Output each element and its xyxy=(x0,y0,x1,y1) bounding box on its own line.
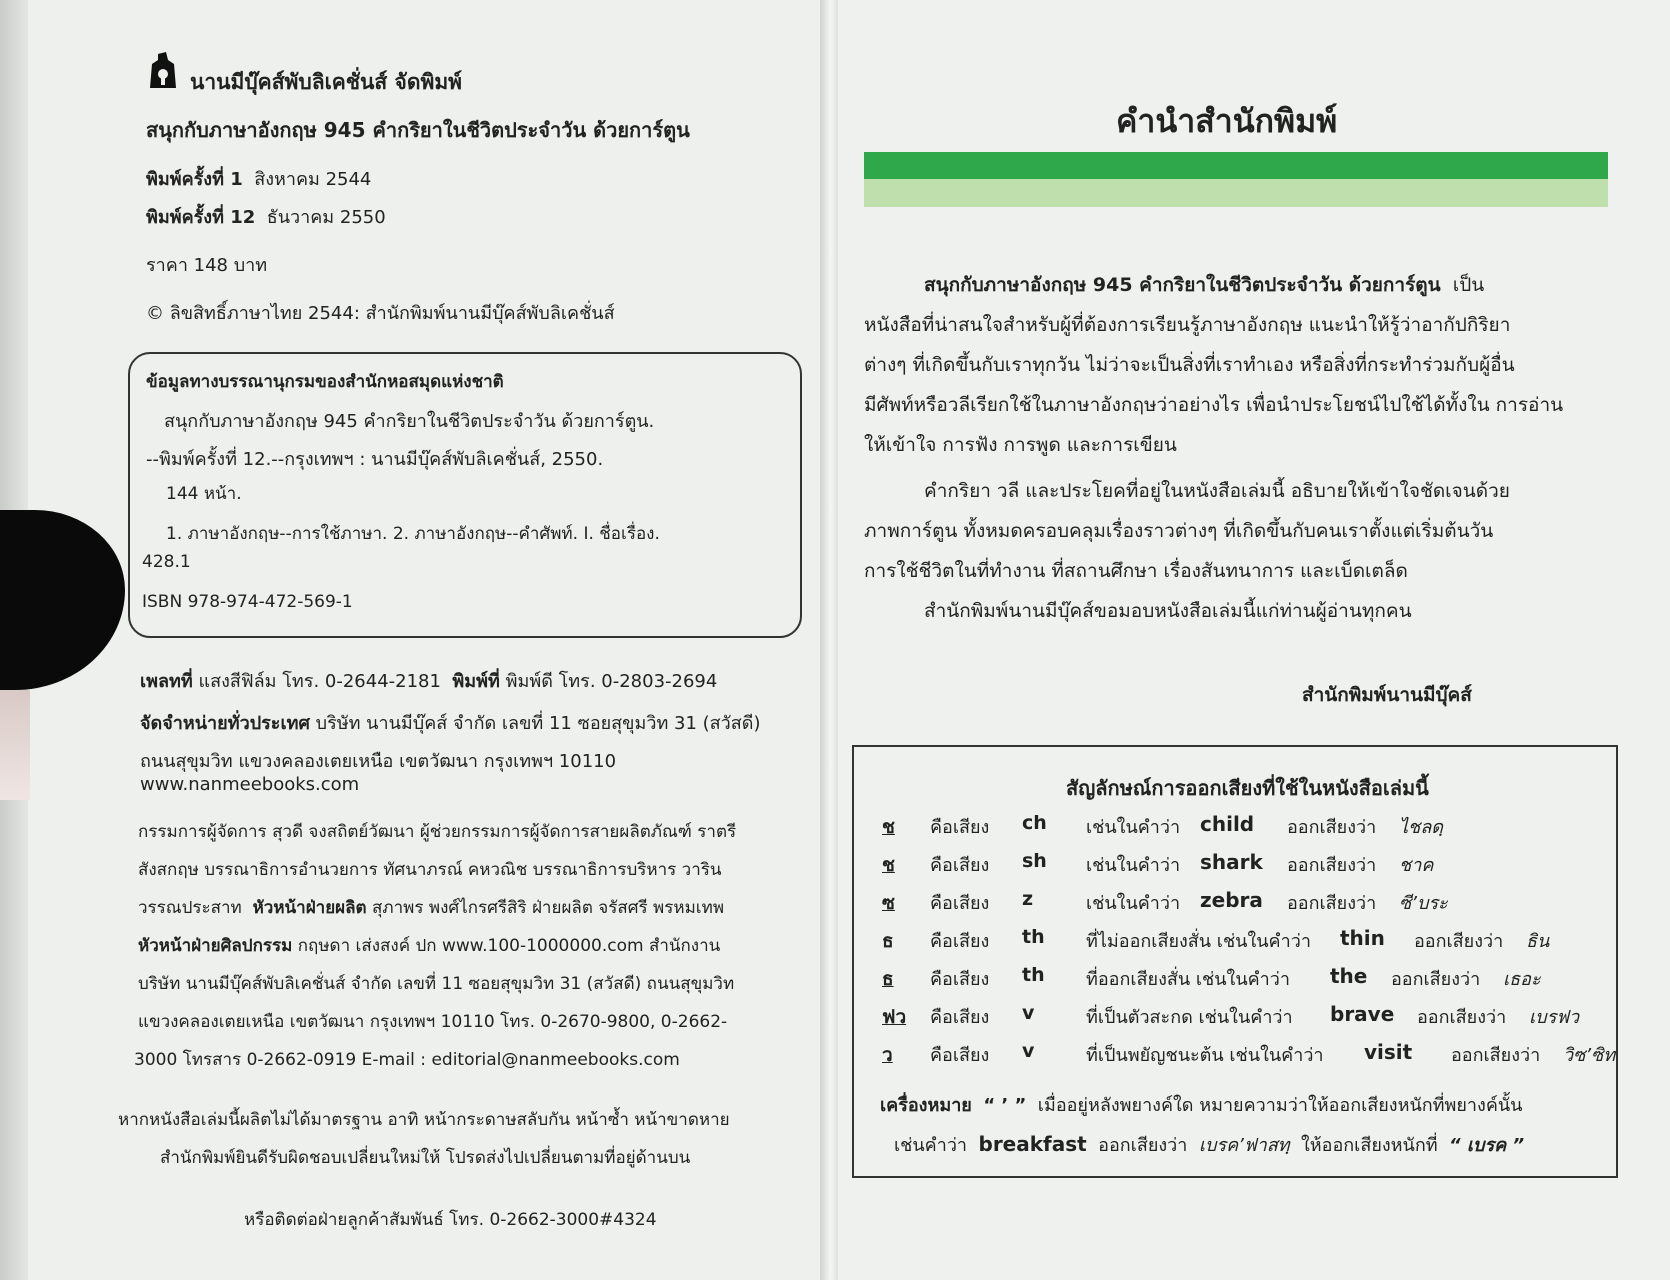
pron-means: คือเสียง xyxy=(930,1045,990,1066)
cip-line1: สนุกกับภาษาอังกฤษ 945 คำกริยาในชีวิตประจำวัน ด้วยการ์ตูน. xyxy=(164,411,655,432)
pron-means: คือเสียง xyxy=(930,1007,990,1028)
pron-word: zebra xyxy=(1200,888,1263,912)
staff-line3b: หัวหน้าฝ่ายผลิต xyxy=(252,898,367,918)
pron-title: สัญลักษณ์การออกเสียงที่ใช้ในหนังสือเล่มนี้ xyxy=(1066,776,1429,800)
pron-symbol: ช xyxy=(882,816,895,838)
para1-line4: มีศัพท์หรือวลีเรียกใช้ในภาษาอังกฤษว่าอย่างไร เพื่อนำประโยชน์ไปใช้ได้ทั้งใน การอ่าน xyxy=(864,394,1564,416)
pron-say: ออกเสียงว่า xyxy=(1451,1045,1541,1066)
pron-symbol: ว xyxy=(882,1044,893,1066)
pron-context: ที่เป็นตัวสะกด เช่นในคำว่า xyxy=(1086,1007,1293,1028)
pron-word: thin xyxy=(1340,926,1385,950)
pron-context: ที่เป็นพยัญชนะต้น เช่นในคำว่า xyxy=(1086,1045,1324,1066)
print-label: พิมพ์ที่ xyxy=(452,671,500,692)
book-gutter xyxy=(820,0,838,1280)
mark-symbol: “ ’ ” xyxy=(983,1095,1027,1116)
pron-means: คือเสียง xyxy=(930,893,990,914)
para3: สำนักพิมพ์นานมีบุ๊คส์ขอมอบหนังสือเล่มนี้แก่ท่านผู้อ่านทุกคน xyxy=(924,600,1412,622)
ex-say: ออกเสียงว่า xyxy=(1098,1135,1188,1156)
print1-date: สิงหาคม 2544 xyxy=(254,169,372,190)
preface-signature: สำนักพิมพ์นานมีบุ๊คส์ xyxy=(1302,684,1472,706)
heading-bar-light xyxy=(864,179,1608,207)
pron-sound: sh xyxy=(1022,850,1047,872)
staff-line1: กรรมการผู้จัดการ สุวดี จงสถิตย์วัฒนา ผู้ช่วยกรรมการผู้จัดการสายผลิตภัณฑ์ ราตรี xyxy=(138,822,737,842)
dist-address: ถนนสุขุมวิท แขวงคลองเตยเหนือ เขตวัฒนา กรุงเทพฯ 10110 xyxy=(140,751,617,772)
pron-sound: th xyxy=(1022,964,1045,986)
ex-prefix: เช่นคำว่า xyxy=(894,1135,968,1156)
plate-value: แสงสีฟิล์ม โทร. 0-2644-2181 xyxy=(198,671,441,692)
print1-label: พิมพ์ครั้งที่ 1 xyxy=(146,169,243,190)
staff-line3c: สุภาพร พงศ์ไกรศรีสิริ ฝ่ายผลิต จรัสศรี พรหมเทพ xyxy=(372,898,725,918)
pron-context: เช่นในคำว่า xyxy=(1086,893,1181,914)
dist-label: จัดจำหน่ายทั่วประเทศ xyxy=(140,713,310,734)
pron-context: ที่ไม่ออกเสียงสั่น เช่นในคำว่า xyxy=(1086,931,1311,952)
pron-thai: ไชลดฺ xyxy=(1399,817,1443,838)
para1-rest: เป็น xyxy=(1452,274,1485,296)
print12-date: ธันวาคม 2550 xyxy=(266,207,386,228)
preface-heading: คำนำสำนักพิมพ์ xyxy=(1116,102,1338,140)
copyright: © ลิขสิทธิ์ภาษาไทย 2544: สำนักพิมพ์นานมีบุ๊คส์พับลิเคชั่นส์ xyxy=(146,303,615,324)
mark-label: เครื่องหมาย xyxy=(880,1095,972,1116)
pron-thai: เบรฟว xyxy=(1529,1007,1580,1028)
pron-symbol: ซ xyxy=(882,892,895,914)
cip-line2: --พิมพ์ครั้งที่ 12.--กรุงเทพฯ : นานมีบุ๊คส์พับลิเคชั่นส์, 2550. xyxy=(146,449,604,470)
heading-bar-dark xyxy=(864,152,1608,179)
staff-line3a: วรรณประสาท xyxy=(138,898,242,918)
pron-sound: v xyxy=(1022,1040,1035,1062)
pron-thai: ซี’บระ xyxy=(1399,893,1448,914)
pron-means: คือเสียง xyxy=(930,855,990,876)
staff-line2: สังสกฤษ บรรณาธิการอำนวยการ ทัศนาภรณ์ คหวณิช บรรณาธิการบริหาร วาริน xyxy=(138,860,722,880)
pron-say: ออกเสียงว่า xyxy=(1417,1007,1507,1028)
dist-value: บริษัท นานมีบุ๊คส์ จำกัด เลขที่ 11 ซอยสุขุมวิท 31 (สวัสดี) xyxy=(315,713,761,734)
notice-line2: สำนักพิมพ์ยินดีรับผิดชอบเปลี่ยนใหม่ให้ โปรดส่งไปเปลี่ยนตามที่อยู่ด้านบน xyxy=(160,1148,691,1168)
publisher-line: นานมีบุ๊คส์พับลิเคชั่นส์ จัดพิมพ์ xyxy=(190,70,463,94)
para2-line1: คำกริยา วลี และประโยคที่อยู่ในหนังสือเล่มนี้ อธิบายให้เข้าใจชัดเจนด้วย xyxy=(924,480,1510,502)
pron-symbol: ช xyxy=(882,854,895,876)
pron-symbol: ฟว xyxy=(882,1006,907,1028)
pron-thai: เธอะ xyxy=(1503,969,1541,990)
print-value: พิมพ์ดี โทร. 0-2803-2694 xyxy=(505,671,718,692)
website-link: www.nanmeebooks.com xyxy=(140,774,360,795)
publisher-logo-icon xyxy=(148,50,178,92)
pron-symbol: ธ xyxy=(882,930,894,952)
pron-word: shark xyxy=(1200,850,1263,874)
pron-say: ออกเสียงว่า xyxy=(1287,817,1377,838)
pron-context: เช่นในคำว่า xyxy=(1086,817,1181,838)
pron-sound: ch xyxy=(1022,812,1047,834)
pron-means: คือเสียง xyxy=(930,969,990,990)
pron-say: ออกเสียงว่า xyxy=(1287,893,1377,914)
pron-means: คือเสียง xyxy=(930,817,990,838)
ex-stress: “ เบรค ” xyxy=(1449,1135,1525,1156)
pron-sound: th xyxy=(1022,926,1045,948)
pron-symbol: ธ xyxy=(882,968,894,990)
notice-line1: หากหนังสือเล่มนี้ผลิตไม่ได้มาตรฐาน อาทิ หน้ากระดาษสลับกัน หน้าซ้ำ หน้าขาดหาย xyxy=(118,1110,730,1130)
ex-tail: ให้ออกเสียงหนักที่ xyxy=(1301,1135,1438,1156)
pron-context: เช่นในคำว่า xyxy=(1086,855,1181,876)
pron-thai: ธิน xyxy=(1526,931,1550,952)
pron-sound: v xyxy=(1022,1002,1035,1024)
plate-label: เพลทที่ xyxy=(140,671,193,692)
pron-sound: z xyxy=(1022,888,1034,910)
para1-title: สนุกกับภาษาอังกฤษ 945 คำกริยาในชีวิตประจำวัน ด้วยการ์ตูน xyxy=(924,274,1441,296)
para1-line5: ให้เข้าใจ การฟัง การพูด และการเขียน xyxy=(864,434,1177,456)
notice-line3: หรือติดต่อฝ่ายลูกค้าสัมพันธ์ โทร. 0-2662-3000#4324 xyxy=(244,1210,657,1230)
pron-word: the xyxy=(1330,964,1368,988)
pron-thai: วิซ’ซิท xyxy=(1563,1045,1616,1066)
staff-line4a: หัวหน้าฝ่ายศิลปกรรม xyxy=(138,936,293,956)
book-title: สนุกกับภาษาอังกฤษ 945 คำกริยาในชีวิตประจำวัน ด้วยการ์ตูน xyxy=(146,118,690,142)
cip-line5: 428.1 xyxy=(142,552,191,572)
pron-context: ที่ออกเสียงสั่น เช่นในคำว่า xyxy=(1086,969,1291,990)
cip-line3: 144 หน้า. xyxy=(166,484,242,504)
pron-say: ออกเสียงว่า xyxy=(1391,969,1481,990)
staff-line5: บริษัท นานมีบุ๊คส์พับลิเคชั่นส์ จำกัด เลขที่ 11 ซอยสุขุมวิท 31 (สวัสดี) ถนนสุขุมวิท xyxy=(138,974,735,994)
pron-word: child xyxy=(1200,812,1255,836)
para1-line2: หนังสือที่น่าสนใจสำหรับผู้ที่ต้องการเรียนรู้ภาษาอังกฤษ แนะนำให้รู้ว่าอากัปกิริยา xyxy=(864,314,1511,336)
cip-line4: 1. ภาษาอังกฤษ--การใช้ภาษา. 2. ภาษาอังกฤษ--คำศัพท์. I. ชื่อเรื่อง. xyxy=(166,524,660,544)
pron-thai: ชาค xyxy=(1399,855,1434,876)
pron-word: brave xyxy=(1330,1002,1395,1026)
price: ราคา 148 บาท xyxy=(146,255,268,276)
pron-means: คือเสียง xyxy=(930,931,990,952)
staff-line6: แขวงคลองเตยเหนือ เขตวัฒนา กรุงเทพฯ 10110 โทร. 0-2670-9800, 0-2662- xyxy=(138,1012,728,1032)
cip-heading: ข้อมูลทางบรรณานุกรมของสำนักหอสมุดแห่งชาติ xyxy=(146,372,504,392)
mark-desc: เมื่ออยู่หลังพยางค์ใด หมายความว่าให้ออกเสียงหนักที่พยางค์นั้น xyxy=(1037,1095,1523,1116)
staff-line7: 3000 โทรสาร 0-2662-0919 E-mail : editorial@nanmeebooks.com xyxy=(134,1050,680,1070)
print12-label: พิมพ์ครั้งที่ 12 xyxy=(146,207,256,228)
staff-line4b: กฤษดา เส่งสงค์ ปก www.100-1000000.com สำนักงาน xyxy=(297,936,721,956)
pron-say: ออกเสียงว่า xyxy=(1287,855,1377,876)
pron-say: ออกเสียงว่า xyxy=(1414,931,1504,952)
ex-word: breakfast xyxy=(978,1132,1087,1156)
cip-isbn: ISBN 978-974-472-569-1 xyxy=(142,592,353,612)
para2-line2: ภาพการ์ตูน ทั้งหมดครอบคลุมเรื่องราวต่างๆ ที่เกิดขึ้นกับคนเราตั้งแต่เริ่มต้นวัน xyxy=(864,520,1494,542)
ex-thai: เบรค’ฟาสทฺ xyxy=(1198,1135,1290,1156)
para1-line3: ต่างๆ ที่เกิดขึ้นกับเราทุกวัน ไม่ว่าจะเป็นสิ่งที่เราทำเอง หรือสิ่งที่กระทำร่วมกับผู้อื่น xyxy=(864,354,1515,376)
pron-word: visit xyxy=(1364,1040,1413,1064)
finger-tip xyxy=(0,690,30,800)
para2-line3: การใช้ชีวิตในที่ทำงาน ที่สถานศึกษา เรื่องสันทนาการ และเบ็ดเตล็ด xyxy=(864,560,1408,582)
